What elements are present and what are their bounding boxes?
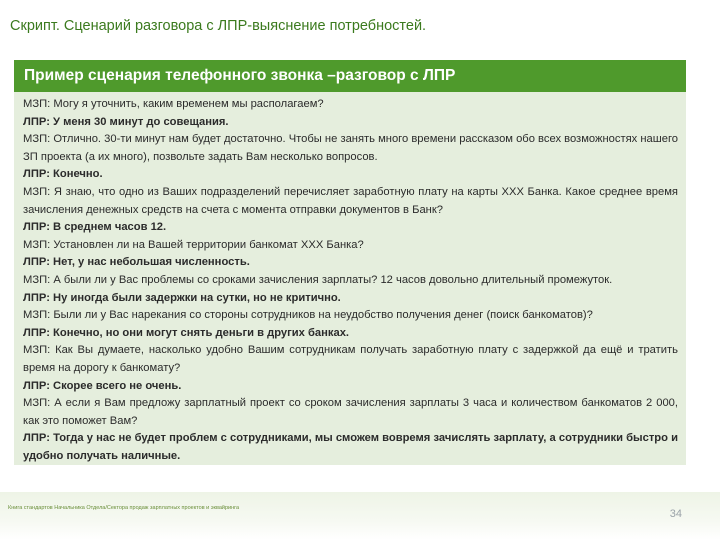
lpr-line: ЛПР: Тогда у нас не будет проблем с сотрудниками, мы сможем вовремя зачислять зарплату, а сотрудники быстро и удобно получать наличные. — [23, 432, 678, 462]
mzp-line: МЗП: Как Вы думаете, насколько удобно Вашим сотрудникам получать заработную плату с задержкой да ещё и тратить время на дорогу к банкомату? — [23, 344, 678, 374]
mzp-line: МЗП: Отлично. 30-ти минут нам будет достаточно. Чтобы не занять много времени рассказом обо всех возможностях нашего ЗП проекта (а их много), позвольте задать Вам несколько вопросов. — [23, 133, 678, 163]
lpr-line: ЛПР: Конечно. — [23, 168, 103, 181]
dialogue-lines — [14, 92, 686, 465]
script-card — [14, 60, 686, 465]
page-number: 34 — [669, 508, 682, 520]
mzp-line: МЗП: Могу я уточнить, каким временем мы располагаем? — [23, 98, 324, 110]
lpr-line: ЛПР: Конечно, но они могут снять деньги в других банках. — [23, 326, 350, 339]
lpr-line: ЛПР: У меня 30 минут до совещания. — [23, 115, 229, 128]
mzp-line: МЗП: Я знаю, что одно из Ваших подразделений перечисляет заработную плату на карты XXX Банка. Какое среднее время зачисления денежных средств на счета с момента отправки документов в Банк? — [23, 185, 678, 216]
lpr-line: ЛПР: Нет, у нас небольшая численность. — [23, 256, 250, 269]
footer-band — [0, 492, 720, 540]
mzp-line: МЗП: А были ли у Вас проблемы со сроками зачисления зарплаты? 12 часов довольно длительный промежуток. — [23, 273, 613, 286]
lpr-line: ЛПР: В среднем часов 12. — [23, 221, 167, 234]
mzp-line: МЗП: Установлен ли на Вашей территории банкомат XXX Банка? — [23, 238, 364, 251]
mzp-line: МЗП: Были ли у Вас нарекания со стороны сотрудников на неудобство получения денег (поиск банкоматов)? — [23, 309, 593, 322]
slide-title: Скрипт. Сценарий разговора с ЛПР-выяснение потребностей. — [10, 18, 427, 34]
mzp-line: МЗП: А если я Вам предложу зарплатный проект со сроком зачисления зарплаты 3 часа и количеством банкоматов 2 000, как это поможет Вам? — [23, 397, 678, 427]
lpr-line: ЛПР: Ну иногда были задержки на сутки, но не критично. — [23, 291, 341, 304]
card-heading: Пример сценария телефонного звонка –разговор с ЛПР — [14, 60, 686, 92]
lpr-line: ЛПР: Скорее всего не очень. — [23, 379, 182, 392]
footer-caption: Книга стандартов Начальника Отдела/Сектора продаж зарплатных проектов и эквайринга — [8, 505, 240, 511]
